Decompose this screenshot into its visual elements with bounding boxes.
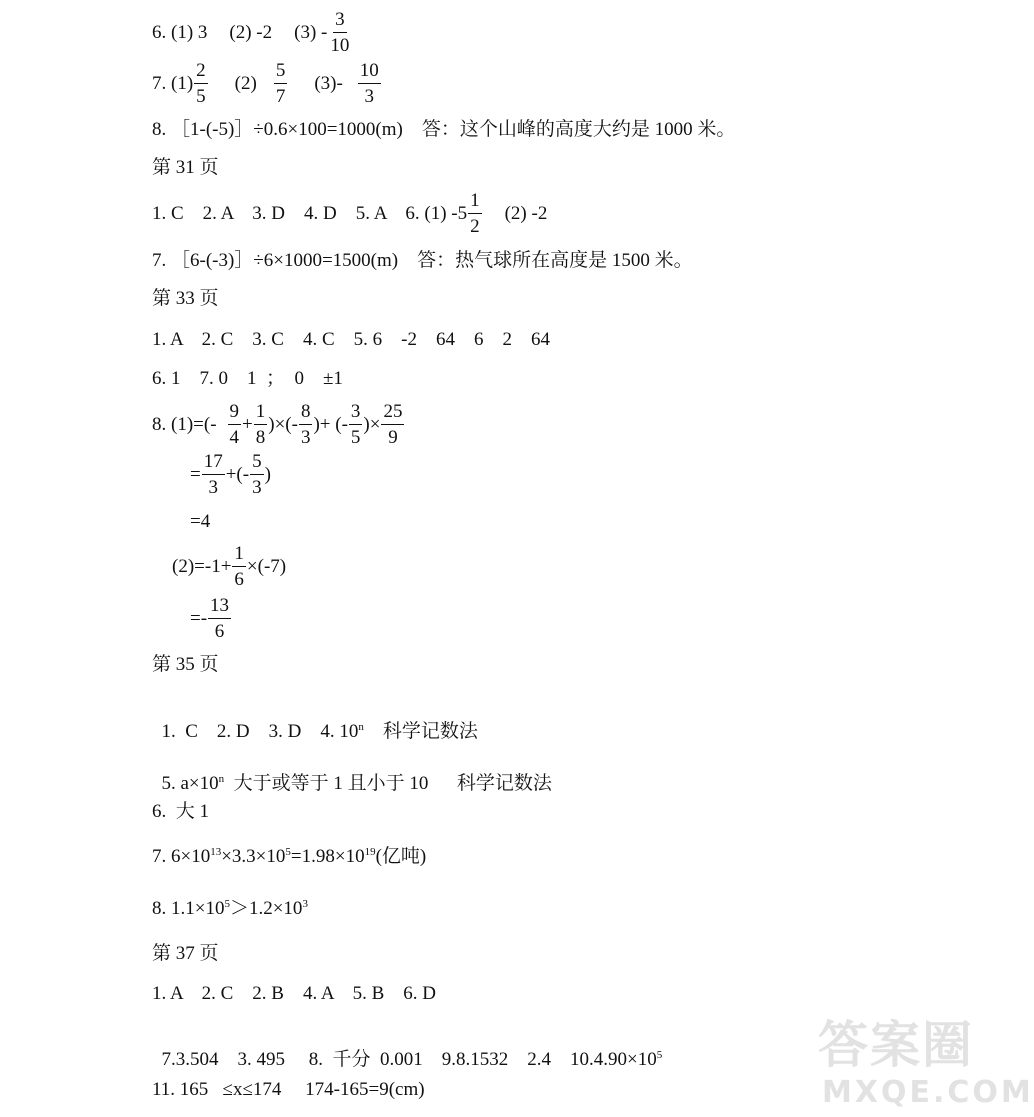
p31-answers: 1. C 2. A 3. D 4. D 5. A 6. (1) -5 xyxy=(152,203,468,224)
p29-q7-b: (2) xyxy=(234,73,257,94)
watermark-logo xyxy=(818,1016,1034,1115)
p29-q6-b: (2) -2 xyxy=(229,22,273,43)
p37-q1-6: 1. A 2. C 2. B 4. A 5. B 6. D xyxy=(152,983,436,1004)
p33-q1-5: 1. A 2. C 3. C 4. C 5. 6 -2 64 6 2 64 xyxy=(152,329,550,350)
fraction: $\frac{1}{6}$ xyxy=(234,543,244,590)
watermark-url: MXQE.COM xyxy=(822,1075,1034,1110)
p33-q8-line5: =- $\frac{13}{6}$ xyxy=(190,595,230,642)
fraction: $\frac{25}{9}$ xyxy=(383,401,403,448)
p35-q7: 7. $6\times 10^{13}\times 3.3\times 10^5=1.98\times 10^{19}$(亿吨) xyxy=(152,846,427,867)
fraction: $\frac{1}{2}$ xyxy=(470,190,480,237)
page-header-31: 第 31 页 xyxy=(152,157,219,178)
p35-q1-4: 1. C 2. D 3. D 4. 10$^n$ 科学记数法 xyxy=(161,721,478,742)
fraction: $\frac{1}{8}$ xyxy=(255,401,266,448)
fraction: $\frac{2}{5}$ xyxy=(196,60,206,107)
fraction: $\frac{17}{3}$ xyxy=(203,451,223,498)
fraction: $\frac{10}{3}$ xyxy=(359,60,379,107)
p29-q7 xyxy=(152,61,382,106)
p31-q6-b: (2) -2 xyxy=(504,203,548,224)
p35-q5: 5. $a\times 10^n$ 大于或等于 1 且小于 10 科学记数法 xyxy=(161,773,552,794)
p29-q6-a: 6. (1) 3 xyxy=(152,22,208,43)
p33-q8-line3: =4 xyxy=(190,511,211,532)
page-header-37: 第 37 页 xyxy=(152,943,219,964)
p35-q6: 6. 大 1 xyxy=(152,801,210,822)
fraction: $\frac{3}{5}$ xyxy=(350,401,361,448)
fraction: $\frac{3}{10}$ xyxy=(330,9,350,56)
p33-q8-line4: (2)=-1+ $\frac{1}{6}$ ×(-7) xyxy=(172,543,287,590)
p33-q8-line1: 8. (1)=(- $\frac{9}{4}$ + $\frac{1}{8}$ )×(- $\frac{8}{3}$ )+ (- $\frac{3}{5}$ )× $\frac{25}{9}$ xyxy=(152,401,403,448)
fraction: $\frac{5}{7}$ xyxy=(275,60,286,107)
fraction: $\frac{13}{6}$ xyxy=(210,595,230,642)
p37-q7-10: 7.3.504 3. 495 8. 千分 0.001 9.8.1532 2.4 $10.4.90\times 10^5$ xyxy=(161,1049,663,1070)
fraction: $\frac{5}{3}$ xyxy=(252,451,262,498)
p33-q6-7: 6. 1 7. 0 1 ； 0 ±1 xyxy=(152,368,343,389)
fraction: $\frac{8}{3}$ xyxy=(300,401,311,448)
page-header-35: 第 35 页 xyxy=(152,654,219,675)
p29-q6-c: (3) - xyxy=(294,22,328,43)
p31-q1-6 xyxy=(152,191,547,236)
p29-q7-a: 7. (1) xyxy=(152,73,194,94)
page-header-33: 第 33 页 xyxy=(152,288,219,309)
fraction: $\frac{9}{4}$ xyxy=(229,401,240,448)
p29-q8: 8. ［1-(-5)］÷0.6×100=1000(m) 答：这个山峰的高度大约是 1000 米。 xyxy=(152,119,736,140)
p33-q8-line2: = $\frac{17}{3}$ +(- $\frac{5}{3}$ ) xyxy=(190,451,271,498)
p29-q7-c: (3)- xyxy=(314,73,343,94)
p35-q8: 8. $1.1\times 10^5>1.2\times 10^3$ xyxy=(152,898,308,919)
p31-q7: 7. ［6-(-3)］÷6×1000=1500(m) 答：热气球所在高度是 1500 米。 xyxy=(152,250,693,271)
watermark-title: 答案圈 xyxy=(818,1016,974,1074)
p29-q6 xyxy=(152,10,352,55)
p37-q11: 11. 165 ≤x≤174 174-165=9(cm) xyxy=(152,1079,425,1100)
